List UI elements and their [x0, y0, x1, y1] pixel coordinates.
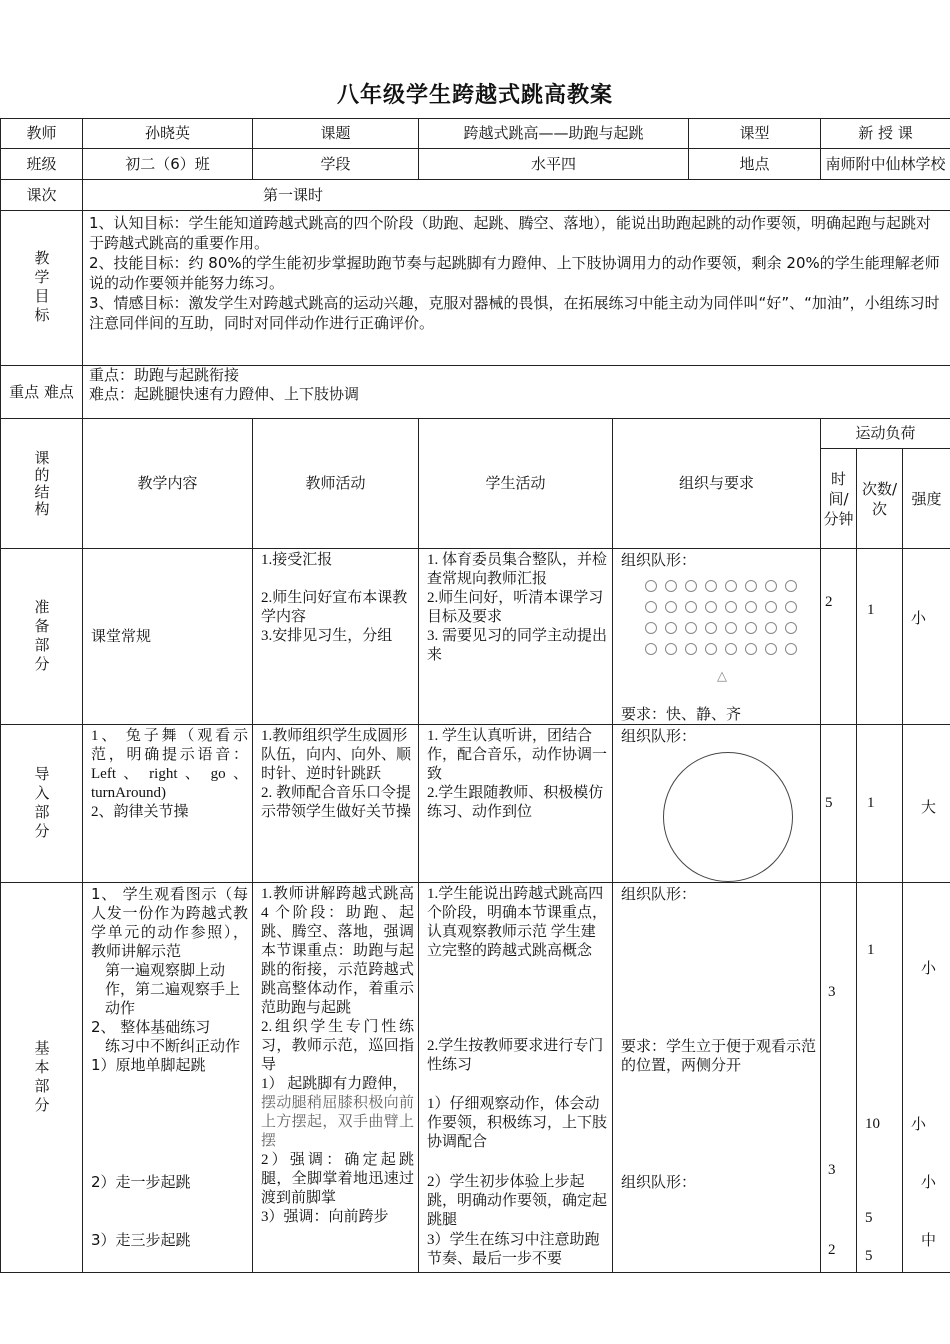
prep-student-2: 2.师生问好，听清本课学习目标及要求 [427, 590, 604, 625]
prep-org-title: 组织队形： [621, 551, 697, 569]
basic-times-d: 5 [865, 1248, 873, 1264]
org-header: 组织与要求 [613, 419, 821, 549]
student-activity-header: 学生活动 [419, 419, 613, 549]
time-header: 时间/分钟 [821, 449, 857, 549]
intro-student-2: 2.学生跟随教师、积极模仿练习、动作到位 [427, 785, 604, 820]
topic-value: 跨越式跳高——助跑与起跳 [419, 119, 689, 149]
type-value: 新 授 课 [821, 119, 950, 149]
basic-content-2b: 练习中不断纠正动作 [105, 1037, 241, 1055]
basic-student-1: 1.学生能说出跨越式跳高四个阶段，明确本节课重点，认真观察教师示范 学生建立完整的跨越式跳高概念 [427, 886, 608, 959]
basic-intensity-d: 中 [921, 1231, 937, 1249]
page-title: 八年级学生跨越式跳高教案 [336, 83, 613, 108]
topic-label: 课题 [253, 119, 419, 149]
basic-content-4: 2）走一步起跳 [91, 1173, 191, 1191]
intro-content-1: 1、 兔子舞（观看示范，明确提示语音：Left 、 right 、 go 、turnAround) [91, 728, 248, 801]
basic-student-4: 2）学生初步体验上步起跳，明确动作要领，确定起跳腿 [427, 1174, 608, 1228]
stage-value: 水平四 [419, 149, 689, 180]
basic-content-1: 1、 学生观看图示（每人发一份作为跨越式教学单元的动作参照），教师讲解示范 [91, 885, 248, 960]
lesson-no-label: 课次 [1, 180, 83, 211]
teacher-value: 孙晓英 [83, 119, 253, 149]
teacher-activity-header: 教师活动 [253, 419, 419, 549]
intro-time: 5 [821, 725, 857, 883]
stage-label: 学段 [253, 149, 419, 180]
structure-header: 课的结构 [1, 419, 83, 549]
key-focus: 重点：助跑与起跳衔接 [89, 366, 240, 384]
goal-emotion: 3、情感目标：激发学生对跨越式跳高的运动兴趣，克服对器械的畏惧，在拓展练习中能主动为同伴叫“好”、“加油”，小组练习时注意同伴间的互助，同时对同伴动作进行正确评价。 [89, 294, 940, 332]
basic-teacher-3b: 摆动腿稍屈膝积极向前上方摆起，双手曲臂上摆 [261, 1095, 414, 1149]
basic-org-title-2: 组织队形： [621, 1173, 697, 1191]
intensity-header: 强度 [903, 449, 950, 549]
prep-teacher-2: 2.师生问好宣布本课教学内容 [261, 590, 408, 625]
prep-teacher-3: 3.安排见习生，分组 [261, 628, 393, 644]
basic-teacher-3: 1） 起跳脚有力蹬伸， [261, 1076, 408, 1092]
basic-content-2: 2、 整体基础练习 [91, 1018, 211, 1036]
class-value: 初二（6）班 [83, 149, 253, 180]
basic-times-b: 10 [865, 1116, 881, 1132]
intro-teacher-1: 1.教师组织学生成圆形队伍，向内、向外、顺时针、逆时针跳跃 [261, 728, 412, 782]
basic-intensity-a: 小 [921, 959, 937, 977]
basic-teacher-2: 2.组织学生专门性练习，教师示范，巡回指导 [261, 1019, 414, 1073]
place-label: 地点 [689, 149, 821, 180]
basic-teacher-5: 3）强调：向前跨步 [261, 1209, 389, 1225]
lesson-no-value: 第一课时 [83, 180, 950, 211]
prep-student-3: 3. 需要见习的同学主动提出来 [427, 628, 608, 663]
basic-label: 基本部分 [1, 883, 83, 1273]
class-label: 班级 [1, 149, 83, 180]
basic-times-c: 5 [865, 1210, 873, 1226]
prep-time: 2 [821, 549, 857, 725]
content-header: 教学内容 [83, 419, 253, 549]
prep-content: 课堂常规 [83, 549, 253, 725]
intro-content-2: 2、韵律关节操 [91, 804, 189, 820]
basic-time-a: 3 [828, 984, 836, 1000]
basic-time-b: 3 [828, 1162, 836, 1178]
intro-times: 1 [857, 725, 903, 883]
intro-org-title: 组织队形： [621, 727, 697, 745]
intro-student-1: 1. 学生认真听讲，团结合作，配合音乐，动作协调一致 [427, 728, 608, 782]
goal-cognitive: 1、认知目标：学生能知道跨越式跳高的四个阶段（助跑、起跳、腾空、落地），能说出助跑起跳的动作要领，明确起跑与起跳对于跨越式跳高的重要作用。 [89, 214, 932, 252]
type-label: 课型 [689, 119, 821, 149]
key-difficulty: 难点：起跳腿快速有力蹬伸、上下肢协调 [89, 385, 360, 403]
prep-teacher-1: 1.接受汇报 [261, 552, 333, 568]
basic-times-a: 1 [867, 942, 875, 958]
load-header: 运动负荷 [821, 419, 950, 449]
intro-label: 导入部分 [1, 725, 83, 883]
circle-formation [663, 752, 793, 882]
prep-times: 1 [857, 549, 903, 725]
basic-content-3: 1）原地单脚起跳 [91, 1056, 206, 1074]
basic-intensity-c: 小 [921, 1173, 937, 1191]
intro-intensity: 大 [903, 725, 950, 883]
goals-label: 教学目标 [1, 211, 83, 366]
prep-label: 准备部分 [1, 549, 83, 725]
basic-intensity-b: 小 [911, 1115, 927, 1133]
lesson-plan-table [0, 118, 950, 1273]
place-value: 南师附中仙林学校 [821, 149, 950, 180]
basic-teacher-4: 2）强调：确定起跳腿，全脚掌着地迅速过渡到前脚掌 [261, 1152, 414, 1206]
key-label: 重点 难点 [1, 366, 83, 419]
prep-org-req: 要求：快、静、齐 [621, 705, 742, 723]
basic-org-req: 要求：学生立于便于观看示范的位置，两侧分开 [621, 1037, 817, 1074]
basic-student-5: 3）学生在练习中注意助跑节奏、最后一步不要 [427, 1232, 600, 1267]
teacher-label: 教师 [1, 119, 83, 149]
intro-teacher-2: 2. 教师配合音乐口令提示带领学生做好关节操 [261, 785, 412, 820]
basic-time-c: 2 [828, 1242, 836, 1258]
basic-teacher-1: 1.教师讲解跨越式跳高 4 个阶段：助跑、起跳、腾空、落地，强调本节课重点：助跑与起跳的衔接，示范跨越式跳高整体动作，着重示范助跑与起跳 [261, 886, 414, 1016]
basic-student-3: 1）仔细观察动作，体会动作要领，积极练习，上下肢协调配合 [427, 1096, 608, 1150]
goal-skill: 2、技能目标：约 80%的学生能初步掌握助跑节奏与起跳脚有力蹬伸、上下肢协调用力的动作要领，剩余 20%的学生能理解老师说的动作要领并能努力练习。 [89, 254, 940, 292]
basic-student-2: 2.学生按教师要求进行专门性练习 [427, 1038, 604, 1073]
basic-content-1b: 第一遍观察脚上动作，第二遍观察手上动作 [105, 961, 241, 1017]
prep-intensity: 小 [903, 549, 950, 725]
times-header: 次数/次 [857, 449, 903, 549]
formation-dots [645, 576, 816, 659]
basic-content-5: 3）走三步起跳 [91, 1231, 191, 1249]
teacher-triangle-icon: △ [717, 669, 727, 684]
basic-org-title: 组织队形： [621, 885, 697, 903]
prep-student-1: 1. 体育委员集合整队，并检查常规向教师汇报 [427, 552, 608, 587]
